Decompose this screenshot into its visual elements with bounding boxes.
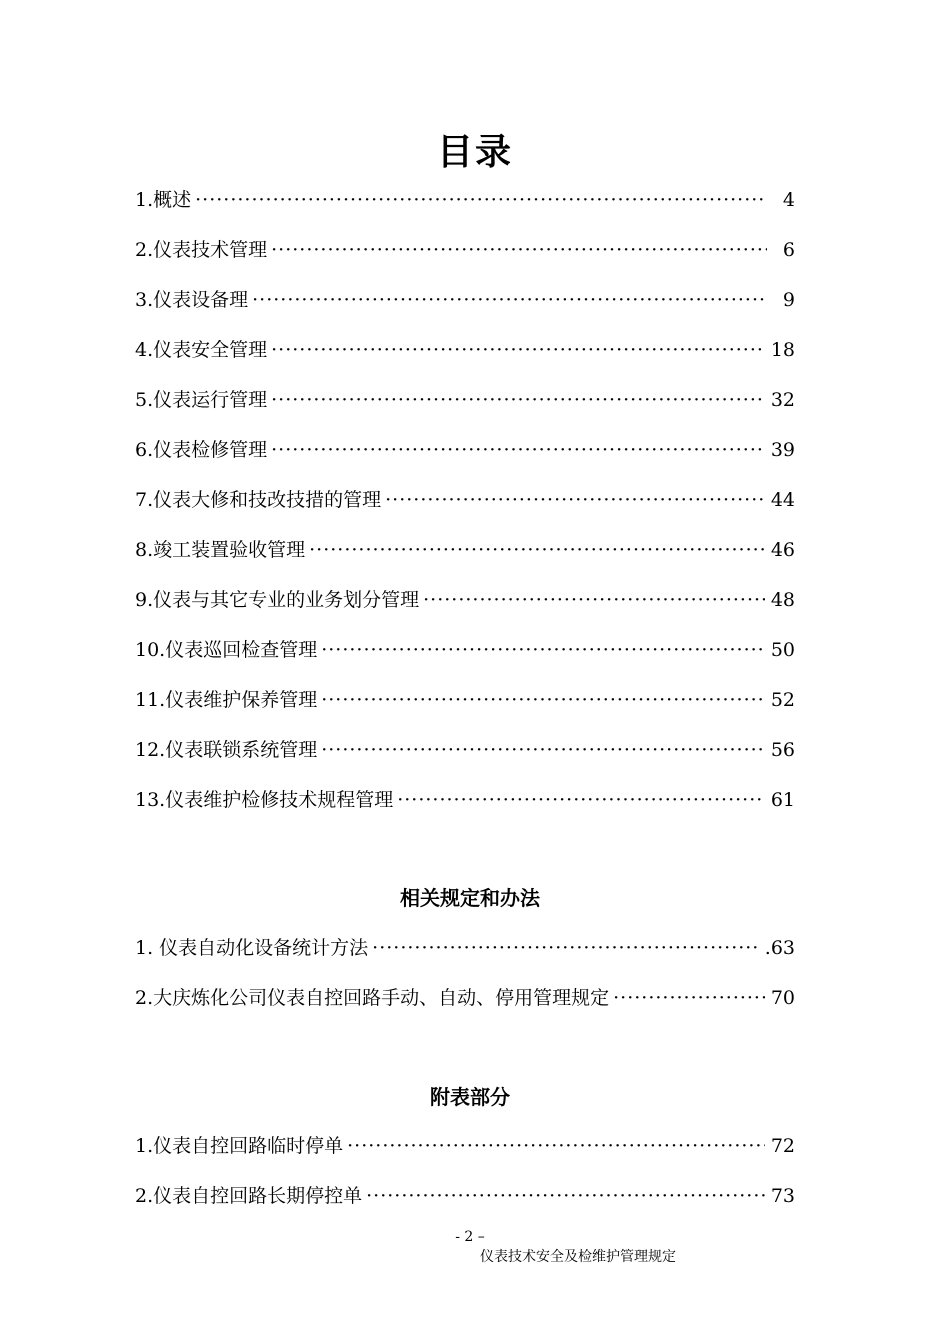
toc-entry[interactable] bbox=[135, 436, 795, 464]
toc-entry-label: 10.仪表巡回检查管理 bbox=[135, 639, 318, 661]
toc-entry-label: 1. 仪表自动化设备统计方法 bbox=[135, 937, 369, 959]
dot-leader bbox=[271, 336, 765, 364]
toc-entry[interactable] bbox=[135, 736, 795, 764]
toc-entry-label: 7.仪表大修和技改技措的管理 bbox=[135, 489, 382, 511]
toc-entry-page: 32 bbox=[770, 389, 795, 411]
toc-entry[interactable] bbox=[135, 636, 795, 664]
toc-entry[interactable] bbox=[135, 286, 795, 314]
toc-entry-label: 13.仪表维护检修技术规程管理 bbox=[135, 789, 394, 811]
dot-leader bbox=[271, 436, 765, 464]
toc-entry[interactable] bbox=[135, 386, 795, 414]
dot-leader bbox=[423, 586, 765, 614]
dot-leader bbox=[309, 536, 765, 564]
page-title: 目录 bbox=[436, 131, 513, 173]
toc-entry-label: 1.概述 bbox=[135, 189, 192, 211]
toc-entry-label: 11.仪表维护保养管理 bbox=[135, 689, 318, 711]
toc-entry[interactable] bbox=[135, 486, 795, 514]
toc-entry-page: 73 bbox=[770, 1185, 795, 1207]
dot-leader bbox=[321, 686, 765, 714]
dot-leader bbox=[271, 236, 767, 264]
toc-entry-page: 50 bbox=[770, 639, 795, 661]
toc-entry-label: 3.仪表设备理 bbox=[135, 289, 249, 311]
toc-entry-page: 6 bbox=[782, 239, 795, 261]
toc-entry[interactable] bbox=[135, 686, 795, 714]
toc-entry-page: 70 bbox=[770, 987, 795, 1009]
toc-entry[interactable] bbox=[135, 336, 795, 364]
toc-entry-page: 72 bbox=[770, 1135, 795, 1157]
toc-entry[interactable] bbox=[135, 236, 795, 264]
dot-leader bbox=[195, 186, 767, 214]
toc-entry-page: 61 bbox=[770, 789, 795, 811]
toc-entry-page: 48 bbox=[770, 589, 795, 611]
dot-leader bbox=[321, 736, 765, 764]
toc-entry-label: 2.大庆炼化公司仪表自控回路手动、自动、停用管理规定 bbox=[135, 987, 610, 1009]
dot-leader bbox=[321, 636, 765, 664]
toc-entry[interactable] bbox=[135, 186, 795, 214]
toc-entry-page: 4 bbox=[782, 189, 795, 211]
appendix-heading: 附表部分 bbox=[430, 1085, 510, 1109]
toc-entry-label: 6.仪表检修管理 bbox=[135, 439, 268, 461]
toc-entry-page: 46 bbox=[770, 539, 795, 561]
toc-entry-label: 2.仪表自控回路长期停控单 bbox=[135, 1185, 363, 1207]
toc-entry[interactable] bbox=[135, 934, 795, 962]
toc-entry-page: 18 bbox=[770, 339, 795, 361]
toc-entry-label: 9.仪表与其它专业的业务划分管理 bbox=[135, 589, 420, 611]
dot-leader bbox=[252, 286, 767, 314]
toc-entry-label: 2.仪表技术管理 bbox=[135, 239, 268, 261]
regulations-heading: 相关规定和办法 bbox=[400, 886, 540, 910]
toc-entry[interactable] bbox=[135, 984, 795, 1012]
toc-entry-label: 1.仪表自控回路临时停单 bbox=[135, 1135, 344, 1157]
toc-entry-label: 5.仪表运行管理 bbox=[135, 389, 268, 411]
toc-entry-page: 56 bbox=[770, 739, 795, 761]
dot-leader bbox=[366, 1182, 765, 1210]
toc-entry-page: 52 bbox=[770, 689, 795, 711]
dot-leader bbox=[347, 1132, 765, 1160]
toc-entry-page: 9 bbox=[782, 289, 795, 311]
page-number: - 2 – bbox=[455, 1229, 485, 1245]
toc-entry-page: .63 bbox=[764, 937, 795, 959]
toc-entry[interactable] bbox=[135, 536, 795, 564]
toc-entry[interactable] bbox=[135, 586, 795, 614]
dot-leader bbox=[397, 786, 765, 814]
toc-entry-page: 39 bbox=[770, 439, 795, 461]
dot-leader bbox=[385, 486, 765, 514]
toc-entry-label: 12.仪表联锁系统管理 bbox=[135, 739, 318, 761]
toc-entry[interactable] bbox=[135, 786, 795, 814]
toc-entry-page: 44 bbox=[770, 489, 795, 511]
document-footer-title: 仪表技术安全及检维护管理规定 bbox=[480, 1249, 676, 1265]
toc-entry[interactable] bbox=[135, 1132, 795, 1160]
toc-entry-label: 4.仪表安全管理 bbox=[135, 339, 268, 361]
toc-entry[interactable] bbox=[135, 1182, 795, 1210]
dot-leader bbox=[271, 386, 765, 414]
toc-entry-label: 8.竣工装置验收管理 bbox=[135, 539, 306, 561]
dot-leader bbox=[372, 934, 759, 962]
dot-leader bbox=[613, 984, 765, 1012]
